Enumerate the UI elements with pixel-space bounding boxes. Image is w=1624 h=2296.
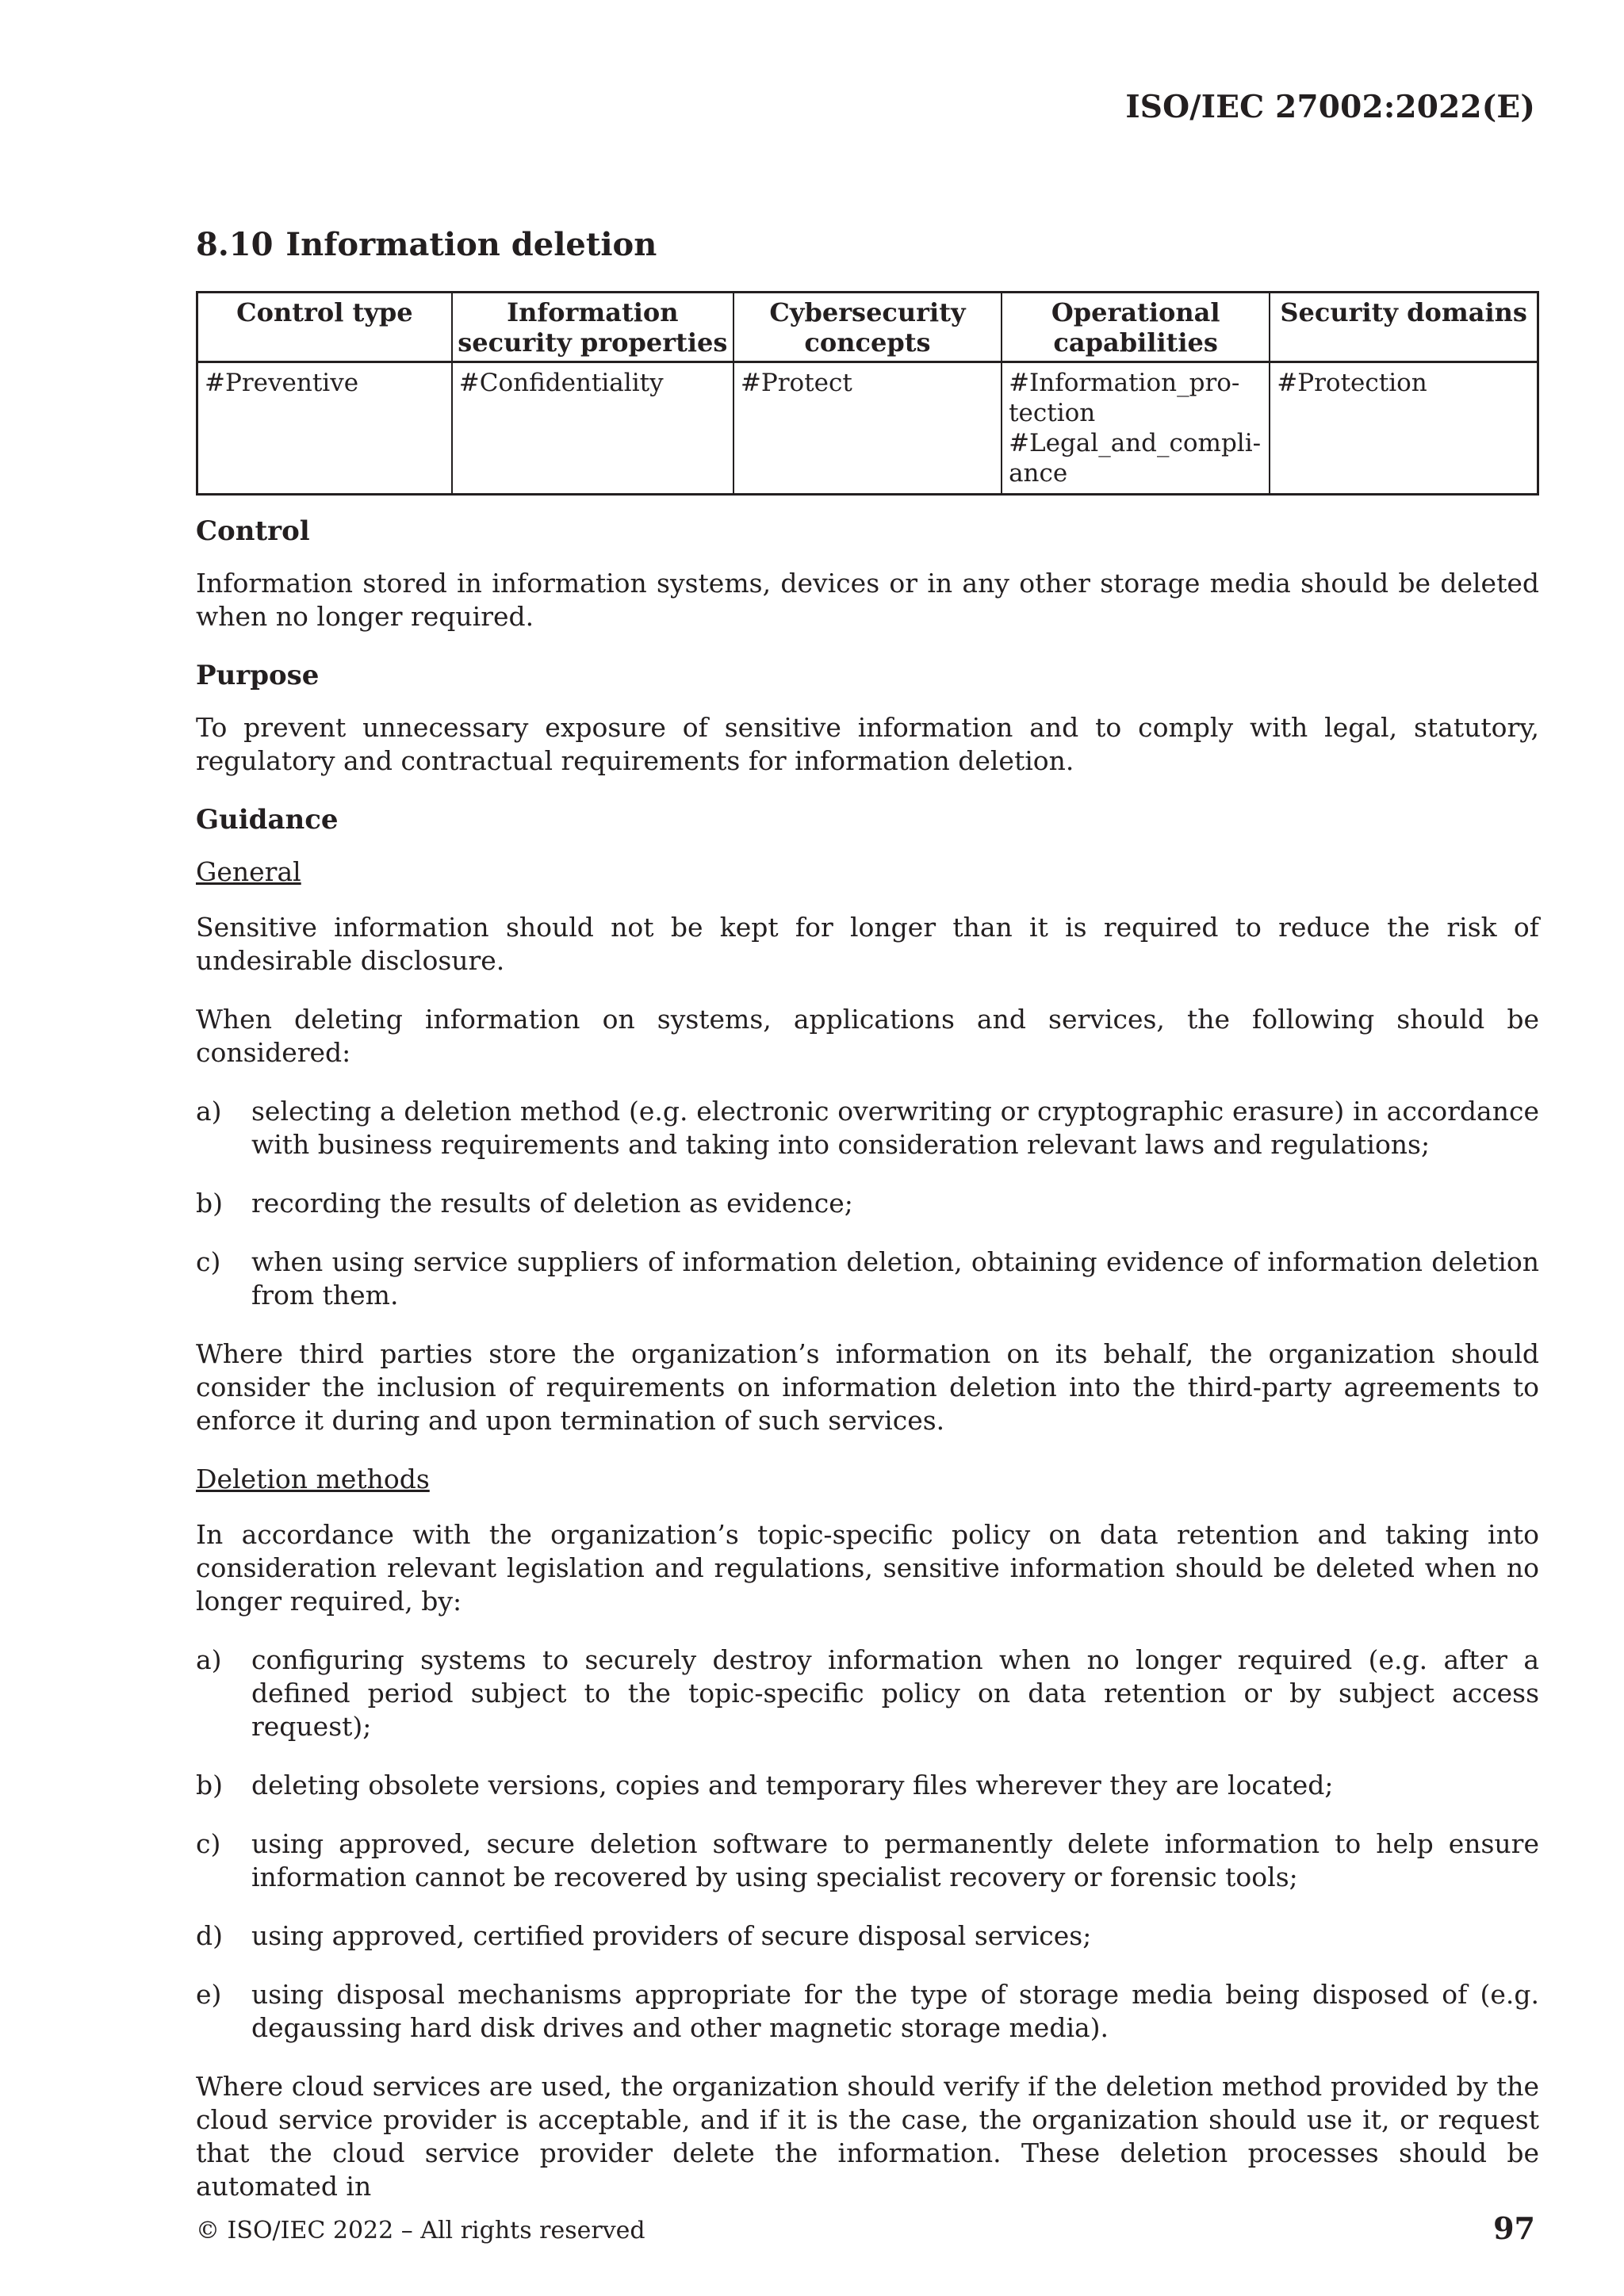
list-text: using approved, certified providers of secure disposal services; xyxy=(251,1920,1092,1951)
section-title xyxy=(196,226,1539,264)
control-heading: Control xyxy=(196,515,310,547)
list-item xyxy=(196,1246,1539,1312)
list-text: recording the results of deletion as evidence; xyxy=(251,1188,853,1219)
list-text: when using service suppliers of information deletion, obtaining evidence of information deletion from them. xyxy=(251,1246,1539,1311)
list-label: b) xyxy=(196,1770,223,1800)
table-header-row xyxy=(197,293,1538,362)
page-content xyxy=(196,226,1539,2229)
list-item xyxy=(196,1827,1539,1894)
header-line: Operational xyxy=(1051,297,1220,327)
list-label: c) xyxy=(196,1828,221,1859)
list-label: d) xyxy=(196,1920,223,1951)
deletion-methods-subheading: Deletion methods xyxy=(196,1464,430,1494)
cell-security-properties: #Confidentiality xyxy=(452,362,733,495)
control-text: Information stored in information systems, devices or in any other storage media should be deleted when no longer required. xyxy=(196,568,1539,632)
cell-control-type: #Preventive xyxy=(197,362,452,495)
list-label: a) xyxy=(196,1644,222,1675)
section-title-text: Information deletion xyxy=(285,226,657,263)
list-text: selecting a deletion method (e.g. electronic overwriting or cryptographic erasure) in accordance with business requirements and taking into consideration relevant laws and regulations; xyxy=(251,1096,1539,1160)
purpose-heading: Purpose xyxy=(196,660,320,691)
page-number: 97 xyxy=(1493,2210,1535,2246)
header-line: concepts xyxy=(804,327,931,358)
deletion-methods-closing: Where cloud services are used, the organization should verify if the deletion method provided by the cloud service provider is acceptable, and if it is the case, the organization should use it, or request that the cloud service provider delete the information. These deletion processes should be automated in xyxy=(196,2071,1539,2202)
list-item xyxy=(196,1769,1539,1802)
cell-cybersecurity-concepts: #Protect xyxy=(733,362,1002,495)
guidance-heading: Guidance xyxy=(196,804,339,836)
header-cybersecurity-concepts xyxy=(733,293,1002,362)
header-line: Information xyxy=(507,297,679,327)
list-text: using disposal mechanisms appropriate for the type of storage media being disposed of (e.g. degaussing hard disk drives and other magnetic storage media). xyxy=(251,1979,1539,2043)
document-id: ISO/IEC 27002:2022(E) xyxy=(1125,89,1535,125)
list-item xyxy=(196,1644,1539,1743)
header-control-type xyxy=(197,293,452,362)
section-number: 8.10 xyxy=(196,226,274,263)
table-row xyxy=(197,362,1538,495)
list-item xyxy=(196,1187,1539,1220)
list-item xyxy=(196,1919,1539,1953)
header-line: Cybersecurity xyxy=(769,297,966,327)
cell-line: ance xyxy=(1009,459,1068,488)
list-item xyxy=(196,1095,1539,1161)
header-line: Control type xyxy=(236,297,413,327)
list-label: c) xyxy=(196,1246,221,1277)
attribute-table xyxy=(196,291,1539,496)
footer-copyright: © ISO/IEC 2022 – All rights reserved xyxy=(196,2217,645,2244)
cell-line: #Information_pro- xyxy=(1009,369,1240,397)
general-paragraph-2: When deleting information on systems, applications and services, the following should be considered: xyxy=(196,1004,1539,1068)
purpose-text: To prevent unnecessary exposure of sensitive information and to comply with legal, statutory, regulatory and contractual requirements for information deletion. xyxy=(196,712,1539,776)
general-paragraph-1: Sensitive information should not be kept for longer than it is required to reduce the risk of undesirable disclosure. xyxy=(196,912,1539,976)
general-paragraph-3: Where third parties store the organization’s information on its behalf, the organization should consider the inclusion of requirements on information deletion into the third-party agreements to enforce it during and upon termination of such services. xyxy=(196,1338,1539,1436)
list-label: b) xyxy=(196,1188,223,1219)
deletion-methods-intro: In accordance with the organization’s topic-specific policy on data retention and taking into consideration relevant legislation and regulations, sensitive information should be deleted when no longer required, by: xyxy=(196,1519,1539,1617)
cell-operational-capabilities xyxy=(1002,362,1270,495)
list-text: using approved, secure deletion software to permanently delete information to help ensure information cannot be recovered by using specialist recovery or forensic tools; xyxy=(251,1828,1539,1892)
list-text: configuring systems to securely destroy information when no longer required (e.g. after a defined period subject to the topic-specific policy on data retention or by subject access request); xyxy=(251,1644,1539,1742)
header-line: Security domains xyxy=(1280,297,1527,327)
cell-line: tection xyxy=(1009,399,1096,427)
list-label: e) xyxy=(196,1979,222,2010)
list-text: deleting obsolete versions, copies and temporary files wherever they are located; xyxy=(251,1770,1334,1800)
list-label: a) xyxy=(196,1096,222,1127)
header-line: capabilities xyxy=(1053,327,1218,358)
header-operational-capabilities xyxy=(1002,293,1270,362)
cell-security-domains: #Protection xyxy=(1270,362,1538,495)
header-security-properties xyxy=(452,293,733,362)
cell-line: #Legal_and_compli- xyxy=(1009,429,1262,457)
header-line: security properties xyxy=(458,327,728,358)
general-subheading: General xyxy=(196,856,301,887)
list-item xyxy=(196,1978,1539,2045)
header-security-domains xyxy=(1270,293,1538,362)
